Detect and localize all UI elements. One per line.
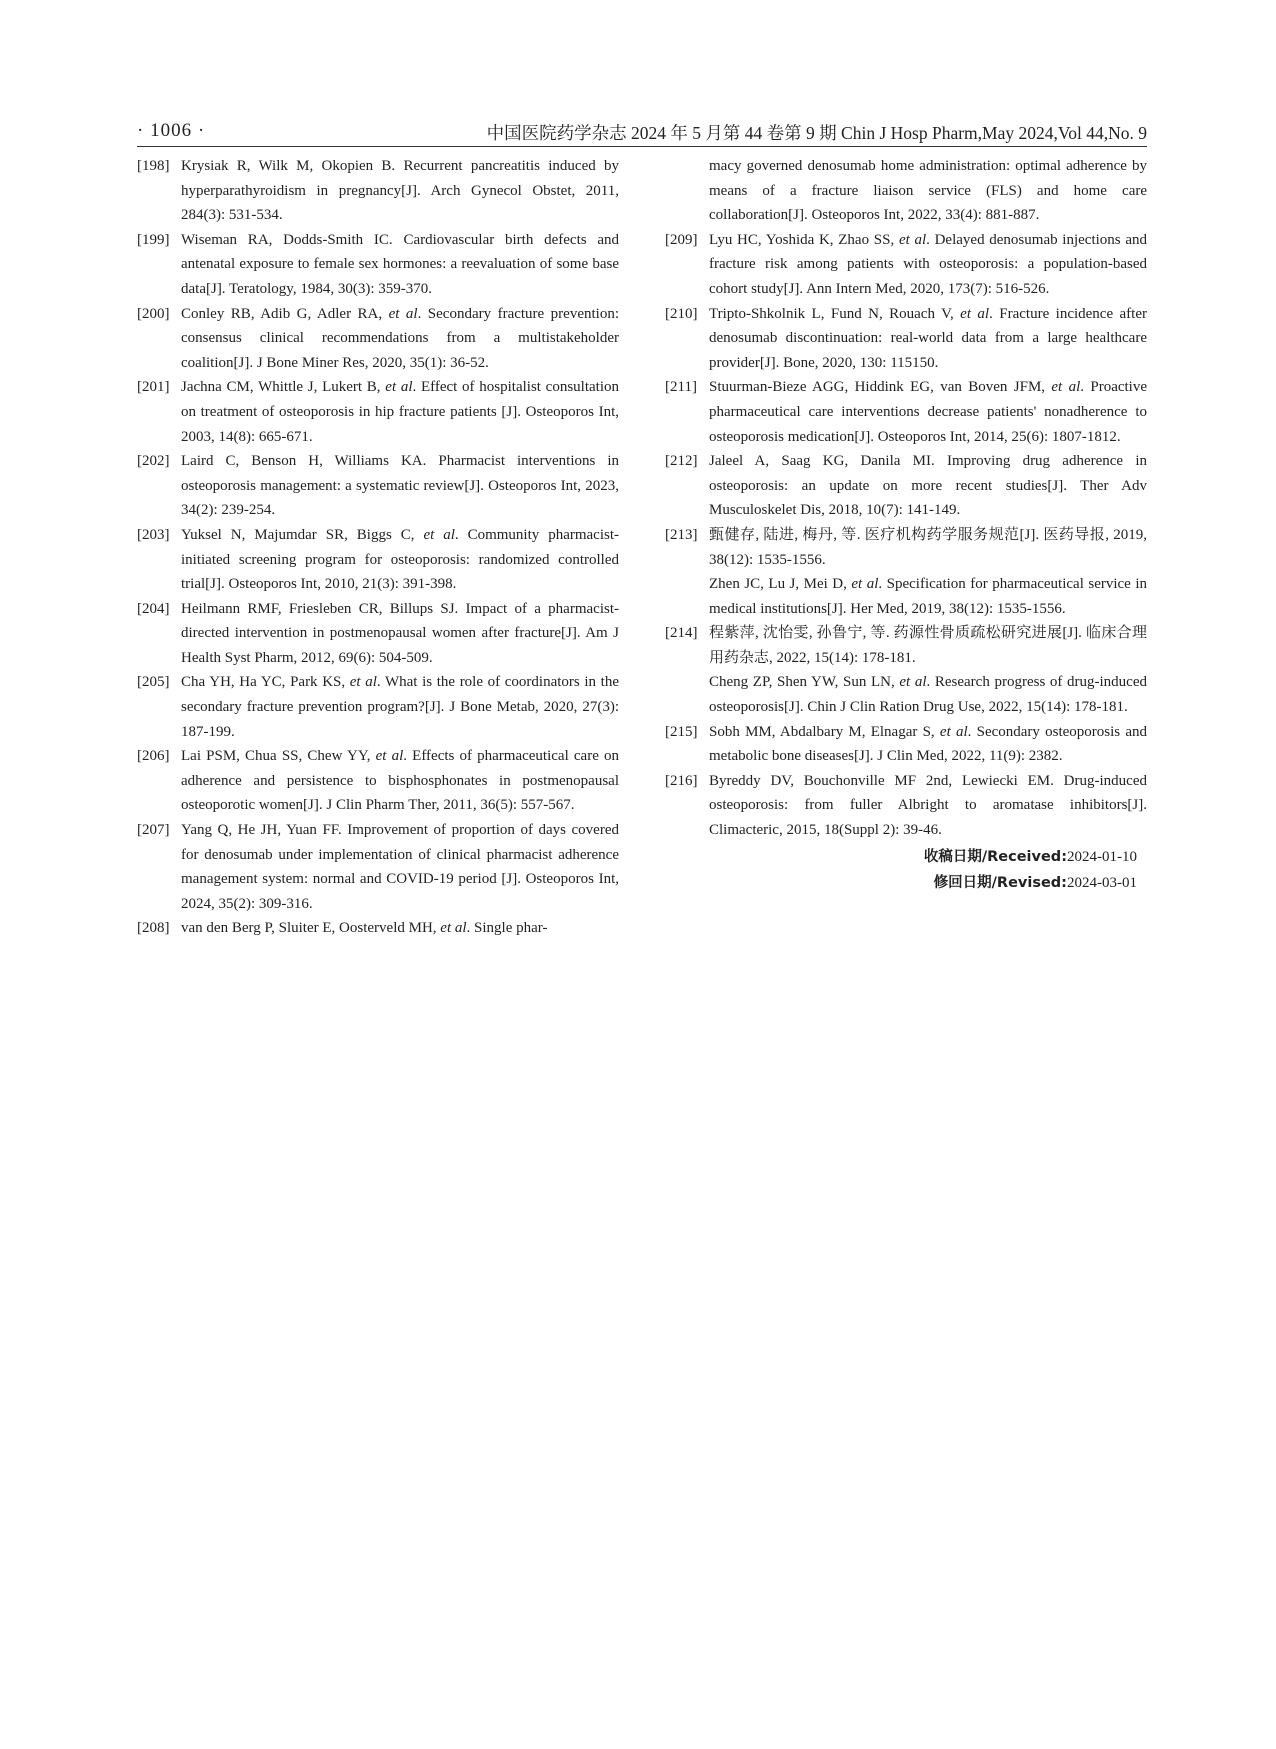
reference-number: [209]: [665, 231, 698, 248]
reference-authors: Yuksel N, Majumdar SR, Biggs C,: [181, 526, 424, 543]
reference-authors: Cheng ZP, Shen YW, Sun LN,: [709, 674, 900, 691]
et-al: et al: [349, 674, 377, 691]
et-al: et al: [899, 674, 927, 691]
et-al: et al: [385, 379, 413, 396]
reference-number: [208]: [137, 920, 170, 937]
reference-authors: van den Berg P, Sluiter E, Oosterveld MH,: [181, 920, 441, 937]
reference-text: . Research progress of drug-induced osteoporosis[J]. Chin J Clin Ration Drug Use, 2022, 15(14): 178-181.: [709, 674, 1147, 716]
reference-item: [137, 744, 619, 818]
reference-item: [137, 449, 619, 523]
reference-number: [213]: [665, 526, 698, 543]
et-al: et al: [1051, 379, 1081, 396]
reference-authors: Lai PSM, Chua SS, Chew YY,: [181, 748, 376, 765]
reference-text: . Secondary osteoporosis and metabolic bone diseases[J]. J Clin Med, 2022, 11(9): 2382.: [709, 723, 1148, 765]
reference-item: [137, 670, 619, 744]
reference-item: [665, 449, 1147, 523]
running-header: [137, 118, 1147, 146]
reference-item-bilingual: [665, 621, 1147, 719]
reference-column-left: [137, 154, 619, 941]
reference-text: . Specification for pharmaceutical service in medical institutions[J]. Her Med, 2019, 38(12): 1535-1556.: [709, 576, 1147, 617]
reference-number: [201]: [137, 379, 170, 396]
revised-date: 2024-03-01: [1067, 875, 1137, 892]
reference-item: [137, 818, 619, 916]
reference-text: macy governed denosumab home administration: optimal adherence by means of a fracture liaison service (FLS) and home care collaboration[J]. Osteoporos Int, 2022, 33(4): 881-887.: [709, 158, 1147, 224]
journal-citation: 中国医院药学杂志 2024 年 5 月第 44 卷第 9 期 Chin J Hosp Pharm,May 2024,Vol 44,No. 9: [486, 123, 1147, 143]
et-al: et al: [898, 231, 927, 248]
reference-text: . Effects of pharmaceutical care on adherence and persistence to bisphosphonates in postmenopausal osteoporotic women[J]. J Clin Pharm Ther, 2011, 36(5): 557-567.: [181, 748, 619, 814]
reference-text-english: [709, 670, 1147, 719]
reference-authors: Jachna CM, Whittle J, Lukert B,: [181, 379, 386, 396]
reference-item: [665, 375, 1147, 449]
reference-column-right: [665, 154, 1147, 896]
reference-number: [204]: [137, 600, 170, 617]
reference-text-chinese: 程紫萍, 沈怡雯, 孙鲁宁, 等. 药源性骨质疏松研究进展[J]. 临床合理用药杂志, 2022, 15(14): 178-181.: [709, 625, 1147, 666]
reference-item: [665, 720, 1147, 769]
reference-text: . Delayed denosumab injections and fracture risk among patients with osteoporosis: a population-based cohort study[J]. Ann Intern Med, 2020, 173(7): 516-526.: [709, 231, 1147, 297]
reference-text: . Fracture incidence after denosumab discontinuation: real-world data from a large healthcare provider[J]. Bone, 2020, 130: 115150.: [709, 305, 1147, 371]
reference-number: [214]: [665, 625, 698, 642]
received-label: 收稿日期/Received:: [923, 848, 1067, 865]
reference-item: [137, 302, 619, 376]
reference-authors: Cha YH, Ha YC, Park KS,: [181, 674, 350, 691]
reference-item: [137, 916, 619, 941]
reference-number: [199]: [137, 231, 170, 248]
reference-number: [203]: [137, 526, 170, 543]
reference-number: [205]: [137, 674, 170, 691]
et-al: et al: [375, 748, 404, 765]
reference-number: [210]: [665, 305, 698, 322]
et-al: et al: [440, 920, 467, 937]
revised-date-line: [665, 871, 1147, 896]
reference-item: [665, 302, 1147, 376]
reference-authors: Tripto-Shkolnik L, Fund N, Rouach V,: [709, 305, 961, 322]
reference-text: . Community pharmacist-initiated screening program for osteoporosis: randomized controlled trial[J]. Osteoporos Int, 2010, 21(3): 391-398.: [181, 526, 619, 593]
reference-text: Heilmann RMF, Friesleben CR, Billups SJ. Impact of a pharmacist-directed intervention in postmenopausal women after fracture[J]. Am J Health Syst Pharm, 2012, 69(6): 504-509.: [181, 600, 619, 666]
reference-text: . Proactive pharmaceutical care interventions decrease patients' nonadherence to osteoporosis medication[J]. Osteoporos Int, 2014, 25(6): 1807-1812.: [709, 379, 1148, 445]
reference-text: Wiseman RA, Dodds-Smith IC. Cardiovascular birth defects and antenatal exposure to female sex hormones: a reevaluation of some base data[J]. Teratology, 1984, 30(3): 359-370.: [181, 231, 619, 297]
reference-number: [211]: [665, 379, 697, 396]
reference-text: Jaleel A, Saag KG, Danila MI. Improving drug adherence in osteoporosis: an update on more recent studies[J]. Ther Adv Musculoskelet Dis, 2018, 10(7): 141-149.: [709, 453, 1147, 519]
reference-item: [137, 375, 619, 449]
reference-number: [207]: [137, 822, 170, 839]
reference-text: . Effect of hospitalist consultation on treatment of osteoporosis in hip fracture patients [J]. Osteoporos Int, 2003, 14(8): 665-671.: [181, 379, 619, 445]
reference-item: [137, 228, 619, 302]
reference-number: [198]: [137, 158, 170, 174]
reference-text: . What is the role of coordinators in the secondary fracture prevention program?[J]. J Bone Metab, 2020, 27(3): 187-199.: [181, 674, 619, 740]
header-rule: [137, 146, 1147, 147]
reference-authors: Sobh MM, Abdalbary M, Elnagar S,: [709, 723, 940, 740]
et-al: et al: [939, 723, 968, 740]
reference-item: [665, 228, 1147, 302]
reference-continuation: [665, 154, 1147, 228]
reference-number: [216]: [665, 772, 698, 789]
reference-text: . Secondary fracture prevention: consensus clinical recommendations from a multistakeholder coalition[J]. J Bone Miner Res, 2020, 35(1): 36-52.: [181, 305, 619, 371]
et-al: et al: [388, 305, 418, 322]
et-al: et al: [851, 576, 879, 593]
reference-number: [200]: [137, 305, 170, 322]
reference-authors: Zhen JC, Lu J, Mei D,: [709, 576, 852, 593]
reference-authors: Conley RB, Adib G, Adler RA,: [181, 305, 389, 322]
reference-text: . Single phar-: [466, 920, 548, 937]
reference-number: [212]: [665, 453, 698, 470]
reference-number: [206]: [137, 748, 170, 765]
received-date-line: [665, 845, 1147, 870]
reference-text: Laird C, Benson H, Williams KA. Pharmacist interventions in osteoporosis management: a systematic review[J]. Osteoporos Int, 2023, 34(2): 239-254.: [181, 453, 619, 519]
et-al: et al: [423, 526, 455, 543]
et-al: et al: [960, 305, 990, 322]
reference-item: [137, 523, 619, 597]
reference-item: [137, 154, 619, 228]
page-number: · 1006 ·: [137, 120, 206, 141]
received-date: 2024-01-10: [1067, 848, 1137, 865]
reference-authors: Lyu HC, Yoshida K, Zhao SS,: [709, 231, 899, 248]
reference-item-bilingual: [665, 523, 1147, 621]
reference-text: Byreddy DV, Bouchonville MF 2nd, Lewiecki EM. Drug-induced osteoporosis: from fuller Albright to aromatase inhibitors[J]. Climacteric, 2015, 18(Suppl 2): 39-46.: [709, 772, 1147, 839]
reference-text-english: [709, 572, 1147, 621]
revised-label: 修回日期/Revised:: [933, 875, 1067, 892]
reference-authors: Stuurman-Bieze AGG, Hiddink EG, van Boven JFM,: [709, 379, 1052, 396]
reference-text-chinese: 甄健存, 陆进, 梅丹, 等. 医疗机构药学服务规范[J]. 医药导报, 2019, 38(12): 1535-1556.: [709, 526, 1147, 568]
reference-number: [215]: [665, 723, 698, 740]
reference-text: Yang Q, He JH, Yuan FF. Improvement of proportion of days covered for denosumab under implementation of clinical pharmacist adherence management system: normal and COVID-19 period [J]. Osteoporos Int, 2024, 35(2): 309-316.: [181, 822, 619, 912]
reference-item: [137, 597, 619, 671]
reference-number: [202]: [137, 453, 170, 470]
reference-text: Krysiak R, Wilk M, Okopien B. Recurrent pancreatitis induced by hyperparathyroidism in pregnancy[J]. Arch Gynecol Obstet, 2011, 284(3): 531-534.: [181, 158, 619, 224]
reference-item: [665, 769, 1147, 843]
